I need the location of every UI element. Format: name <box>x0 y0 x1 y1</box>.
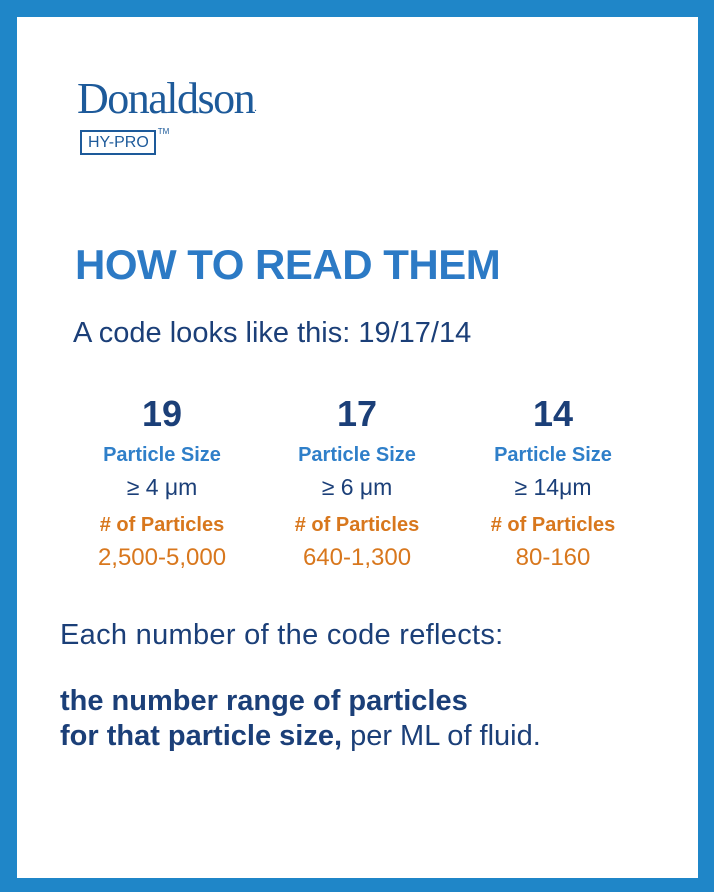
particle-size-label: Particle Size <box>494 444 612 466</box>
particle-count-value: 2,500-5,000 <box>97 544 227 571</box>
particle-count-label: # of Particles <box>294 514 420 536</box>
explanation-line-1-bold: the number range of particles <box>60 685 468 717</box>
particle-size-value: ≥ 14μm <box>514 474 592 500</box>
particle-count-value: 640-1,300 <box>302 544 412 571</box>
particle-count-label: # of Particles <box>99 514 225 536</box>
code-number: 17 <box>336 393 378 434</box>
particle-size-label: Particle Size <box>103 444 221 466</box>
donaldson-hypro-logo <box>77 75 257 155</box>
particle-size-label: Particle Size <box>298 444 416 466</box>
explanation-text <box>60 684 541 754</box>
explanation-line-2 <box>60 719 541 754</box>
reflects-text: Each number of the code reflects: <box>60 619 504 651</box>
logo-trademark: TM <box>157 127 170 136</box>
code-column-3 <box>453 393 653 572</box>
logo-brand-text: Donaldson <box>77 74 255 123</box>
explanation-line-2-bold: for that particle size, <box>60 720 343 752</box>
page-title: HOW TO READ THEM <box>75 241 501 288</box>
info-card <box>17 17 698 878</box>
explanation-line-1 <box>60 684 541 719</box>
logo-sub-brand-box: HY-PRO <box>80 130 156 155</box>
code-number: 19 <box>141 393 183 434</box>
logo-brand <box>77 75 257 132</box>
particle-count-value: 80-160 <box>515 544 591 571</box>
logo-registered-mark: . <box>254 102 257 114</box>
code-column-1 <box>62 393 262 572</box>
particle-count-label: # of Particles <box>490 514 616 536</box>
explanation-line-2-rest: per ML of fluid. <box>342 720 541 752</box>
logo-sub-brand <box>80 127 170 155</box>
code-column-2 <box>257 393 457 572</box>
particle-size-value: ≥ 6 μm <box>321 474 393 500</box>
code-number: 14 <box>532 393 574 434</box>
particle-size-value: ≥ 4 μm <box>126 474 198 500</box>
intro-text: A code looks like this: 19/17/14 <box>73 317 472 349</box>
